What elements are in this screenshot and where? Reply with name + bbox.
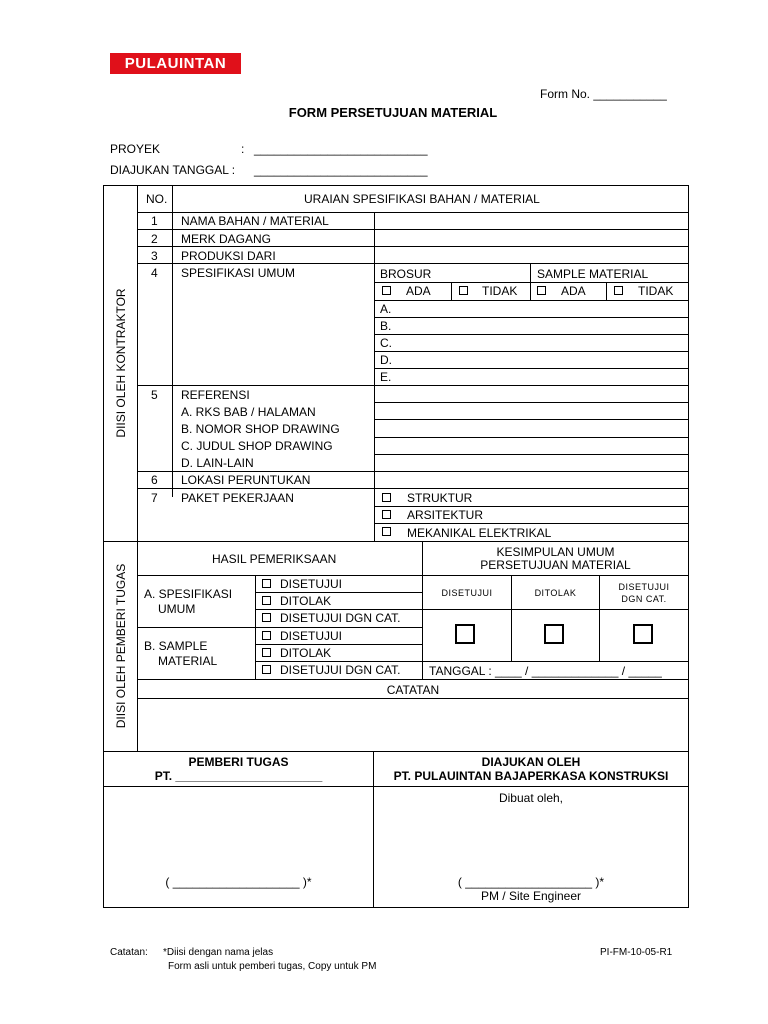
- spec-line-e[interactable]: E.: [380, 370, 392, 384]
- sample-disetujui-cat-label: DISETUJUI DGN CAT.: [280, 663, 401, 677]
- spesifikasi-disetujui-checkbox[interactable]: [262, 579, 271, 588]
- diajukan-tanggal-field[interactable]: __________________________: [254, 163, 428, 177]
- kesimpulan-disetujui-cat-line1: DISETUJUI: [618, 582, 670, 592]
- spesifikasi-ditolak-label: DITOLAK: [280, 594, 332, 608]
- proyek-label: PROYEK: [110, 142, 161, 156]
- dibuat-oleh-label: Dibuat oleh,: [498, 791, 564, 805]
- spec-line-c[interactable]: C.: [380, 336, 392, 350]
- footer-note-2: Form asli untuk pemberi tugas, Copy untuk PM: [168, 961, 377, 972]
- pemberi-tugas-signature-line[interactable]: ( ___________________ )*: [165, 875, 312, 889]
- paket-mekanikal-checkbox[interactable]: [382, 527, 391, 536]
- hasil-spesifikasi-label-line1: A. SPESIFIKASI: [144, 587, 233, 601]
- hasil-spesifikasi-label-line2: UMUM: [158, 602, 196, 616]
- kesimpulan-ditolak-checkbox[interactable]: [544, 624, 564, 644]
- footer-note-1: *Diisi dengan nama jelas: [163, 947, 274, 958]
- brosur-ada-checkbox[interactable]: [382, 286, 391, 295]
- row-number: 1: [151, 214, 158, 228]
- pm-role-label: PM / Site Engineer: [480, 889, 582, 903]
- sample-tidak-checkbox[interactable]: [614, 286, 623, 295]
- section-pemberi-tugas-label: DIISI OLEH PEMBERI TUGAS: [114, 563, 128, 729]
- spec-line-b[interactable]: B.: [380, 319, 392, 333]
- paket-mekanikal-label: MEKANIKAL ELEKTRIKAL: [407, 526, 552, 540]
- row-number: 5: [151, 388, 158, 402]
- row-number: 4: [151, 266, 158, 280]
- row-label-paket-pekerjaan: PAKET PEKERJAAN: [181, 491, 294, 505]
- sample-disetujui-cat-checkbox[interactable]: [262, 665, 271, 674]
- row-label-spesifikasi-umum: SPESIFIKASI UMUM: [181, 266, 296, 280]
- column-header-no: NO.: [146, 192, 168, 206]
- spesifikasi-disetujui-cat-checkbox[interactable]: [262, 613, 271, 622]
- spesifikasi-disetujui-label: DISETUJUI: [280, 577, 343, 591]
- ref-item-nomor-shop-drawing: B. NOMOR SHOP DRAWING: [181, 422, 340, 436]
- diajukan-oleh-heading: DIAJUKAN OLEH: [481, 755, 581, 769]
- ref-item-rks: A. RKS BAB / HALAMAN: [181, 405, 316, 419]
- ref-item-lain-lain: D. LAIN-LAIN: [181, 456, 254, 470]
- hasil-sample-label-line1: B. SAMPLE: [144, 639, 208, 653]
- proyek-colon: :: [241, 142, 245, 156]
- brosur-tidak-checkbox[interactable]: [459, 286, 468, 295]
- spec-line-d[interactable]: D.: [380, 353, 392, 367]
- paket-struktur-checkbox[interactable]: [382, 493, 391, 502]
- brosur-ada-label: ADA: [406, 284, 431, 298]
- sample-disetujui-checkbox[interactable]: [262, 631, 271, 640]
- paket-struktur-label: STRUKTUR: [407, 491, 473, 505]
- brosur-header: BROSUR: [380, 267, 432, 281]
- diajukan-oleh-company: PT. PULAUINTAN BAJAPERKASA KONSTRUKSI: [393, 769, 669, 783]
- tanggal-field[interactable]: TANGGAL : ____ / _____________ / _____: [429, 664, 662, 678]
- footer-form-code: PI-FM-10-05-R1: [600, 947, 673, 958]
- catatan-header: CATATAN: [386, 683, 440, 697]
- kesimpulan-disetujui-checkbox[interactable]: [455, 624, 475, 644]
- sample-material-header: SAMPLE MATERIAL: [537, 267, 649, 281]
- row-label-lokasi-peruntukan: LOKASI PERUNTUKAN: [181, 473, 311, 487]
- page-title: FORM PERSETUJUAN MATERIAL: [288, 105, 498, 120]
- row-label-referensi: REFERENSI: [181, 388, 250, 402]
- spec-line-a[interactable]: A.: [380, 302, 392, 316]
- hasil-sample-label-line2: MATERIAL: [158, 654, 218, 668]
- brosur-tidak-label: TIDAK: [482, 284, 518, 298]
- sample-ada-checkbox[interactable]: [537, 286, 546, 295]
- kesimpulan-ditolak-label: DITOLAK: [534, 588, 577, 598]
- paket-arsitektur-label: ARSITEKTUR: [407, 508, 484, 522]
- ref-item-judul-shop-drawing: C. JUDUL SHOP DRAWING: [181, 439, 333, 453]
- proyek-field[interactable]: __________________________: [254, 142, 428, 156]
- hasil-pemeriksaan-title: HASIL PEMERIKSAAN: [212, 552, 337, 566]
- kesimpulan-disetujui-label: DISETUJUI: [441, 588, 493, 598]
- sample-ditolak-label: DITOLAK: [280, 646, 332, 660]
- sample-tidak-label: TIDAK: [638, 284, 674, 298]
- section-kontraktor-label: DIISI OLEH KONTRAKTOR: [114, 288, 128, 438]
- kesimpulan-disetujui-cat-checkbox[interactable]: [633, 624, 653, 644]
- spesifikasi-disetujui-cat-label: DISETUJUI DGN CAT.: [280, 611, 401, 625]
- kesimpulan-disetujui-cat-line2: DGN CAT.: [621, 594, 667, 604]
- row-label-produksi-dari: PRODUKSI DARI: [181, 249, 276, 263]
- row-number: 6: [151, 473, 158, 487]
- pm-signature-line[interactable]: ( ___________________ )*: [457, 875, 605, 889]
- form-number: Form No. ___________: [540, 87, 667, 101]
- sample-ditolak-checkbox[interactable]: [262, 648, 271, 657]
- sample-disetujui-label: DISETUJUI: [280, 629, 343, 643]
- row-label-nama-bahan: NAMA BAHAN / MATERIAL: [181, 214, 329, 228]
- kesimpulan-title-line1: KESIMPULAN UMUM: [496, 545, 615, 559]
- company-logo: PULAUINTAN: [110, 53, 241, 74]
- row-number: 3: [151, 249, 158, 263]
- diajukan-tanggal-label: DIAJUKAN TANGGAL :: [110, 163, 236, 177]
- footer-catatan-label: Catatan:: [110, 947, 148, 958]
- row-number: 7: [151, 491, 158, 505]
- kesimpulan-title-line2: PERSETUJUAN MATERIAL: [480, 558, 631, 572]
- column-header-description: URAIAN SPESIFIKASI BAHAN / MATERIAL: [304, 192, 540, 206]
- pemberi-tugas-heading: PEMBERI TUGAS: [188, 755, 289, 769]
- row-number: 2: [151, 232, 158, 246]
- spesifikasi-ditolak-checkbox[interactable]: [262, 596, 271, 605]
- row-label-merk-dagang: MERK DAGANG: [181, 232, 272, 246]
- pemberi-tugas-company: PT. ______________________: [154, 769, 323, 783]
- catatan-area[interactable]: [139, 699, 687, 750]
- paket-arsitektur-checkbox[interactable]: [382, 510, 391, 519]
- sample-ada-label: ADA: [561, 284, 586, 298]
